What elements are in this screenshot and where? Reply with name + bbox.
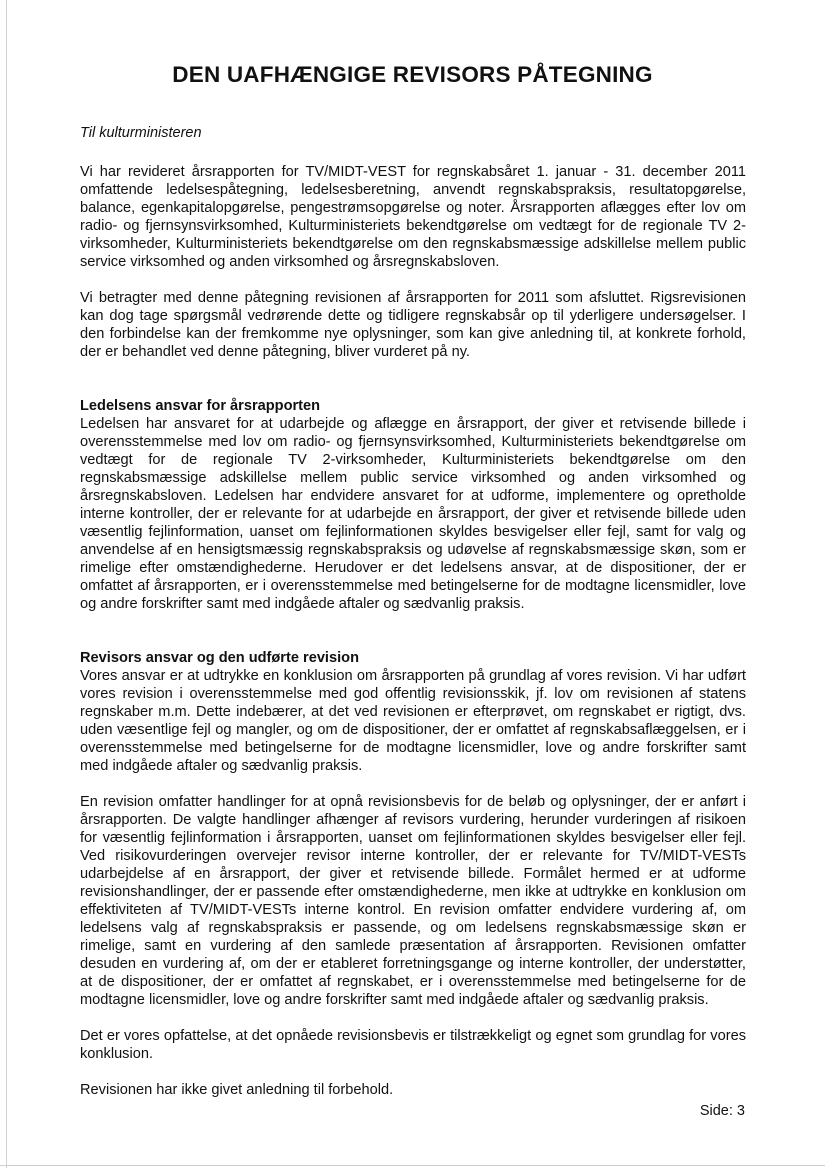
section-heading-management-responsibility: Ledelsens ansvar for årsrapporten	[80, 398, 321, 414]
scan-edge-bottom	[0, 1165, 825, 1166]
section-heading-auditor-responsibility: Revisors ansvar og den udførte revision	[80, 650, 359, 666]
scan-edge-left	[6, 0, 7, 1168]
intro-paragraph-1: Vi har revideret årsrapporten for TV/MIDT-VEST for regnskabsåret 1. januar - 31. december 2011 omfattende ledelsespåtegning, ledelsesberetning, anvendt regnskabspraksis, resultatopgørelse, balance, egenkapitalopgørelse, pengestrømsopgørelse og noter. Årsrapporten aflægges efter lov om radio- og fjernsynsvirksomhed, Kulturministeriets bekendtgørelse om vedtægt for de regionale TV 2-virksomheder, Kulturministeriets bekendtgørelse om den regnskabsmæssige adskillelse mellem public service virksomhed og anden virksomhed og årsregnskabsloven.	[80, 164, 746, 270]
section-body-management-responsibility: Ledelsen har ansvaret for at udarbejde og aflægge en årsrapport, der giver et retvisende billede i overensstemmelse med lov om radio- og fjernsynsvirksomhed, Kulturministeriets bekendtgørelse om vedtægt for de regionale TV 2-virksomheder, Kulturministeriets bekendtgørelse om den regnskabsmæssige adskillelse mellem public service virksomhed og anden virksomhed og årsregnskabsloven. Ledelsen har endvidere ansvaret for at udforme, implementere og opretholde interne kontroller, der er relevante for at udarbejde en årsrapport, der giver et retvisende billede uden væsentlig fejlinformation, uanset om fejlinformationen skyldes besvigelser eller fejl, samt for valg og anvendelse af en hensigtsmæssig regnskabspraksis og udøvelse af regnskabsmæssige skøn, som er rimelige efter omstændighederne. Herudover er det ledelsens ansvar, at de dispositioner, der er omfattet af årsrapporten, er i overensstemmelse med betingelserne for de modtagne licensmidler, love og andre forskrifter samt med indgåede aftaler og sædvanlig praksis.	[80, 416, 746, 612]
audit-evidence-paragraph: Det er vores opfattelse, at det opnåede revisionsbevis er tilstrækkeligt og egnet som grundlag for vores konklusion.	[80, 1028, 746, 1062]
document-body	[80, 163, 746, 1117]
section-body-auditor-responsibility: Vores ansvar er at udtrykke en konklusion om årsrapporten på grundlag af vores revision. Vi har udført vores revision i overensstemmelse med god offentlig revisionsskik, jf. lov om revisionen af statens regnskaber m.m. Dette indebærer, at det ved revisionen er efterprøvet, om regnskabet er rigtigt, dvs. uden væsentlige fejl og mangler, og om de dispositioner, der er omfattet af regnskabsaflæggelsen, er i overensstemmelse med betingelserne for de modtagne licensmidler, love og andre forskrifter samt med indgåede aftaler og sædvanlig praksis.	[80, 668, 746, 774]
addressee: Til kulturministeren	[80, 125, 202, 141]
audit-conclusion-paragraph: Revisionen har ikke givet anledning til forbehold.	[80, 1082, 394, 1098]
audit-scope-paragraph: En revision omfatter handlinger for at opnå revisionsbevis for de beløb og oplysninger, der er anført i årsrapporten. De valgte handlinger afhænger af revisors vurdering, herunder vurderingen af risikoen for væsentlig fejlinformation i årsrapporten, uanset om fejlinformationen skyldes besvigelser eller fejl. Ved risikovurderingen overvejer revisor interne kontroller, der er relevante for TV/MIDT-VESTs udarbejdelse af en årsrapport, der giver et retvisende billede. Formålet hermed er at udforme revisionshandlinger, der er passende efter omstændighederne, men ikke at udtrykke en konklusion om effektiviteten af TV/MIDT-VESTs interne kontrol. En revision omfatter endvidere vurdering af, om ledelsens valg af regnskabspraksis er passende, og om ledelsens regnskabsmæssige skøn er rimelige, samt en vurdering af den samlede præsentation af årsrapporten. Revisionen omfatter desuden en vurdering af, om der er etableret forretningsgange og interne kontroller, der understøtter, at de dispositioner, der er omfattet af regnskabet, er i overensstemmelse med betingelserne for de modtagne licensmidler, love og andre forskrifter samt med indgåede aftaler og sædvanlig praksis.	[80, 794, 746, 1008]
document-title: DEN UAFHÆNGIGE REVISORS PÅTEGNING	[172, 62, 653, 87]
intro-paragraph-2: Vi betragter med denne påtegning revisionen af årsrapporten for 2011 som afsluttet. Rigsrevisionen kan dog tage spørgsmål vedrørende dette og tidligere regnskabsår op til yderligere undersøgelser. I den forbindelse kan der fremkomme nye oplysninger, som kan give anledning til, at konkrete forhold, der er behandlet ved denne påtegning, bliver vurderet på ny.	[80, 290, 746, 360]
page-number: Side: 3	[699, 1103, 745, 1119]
